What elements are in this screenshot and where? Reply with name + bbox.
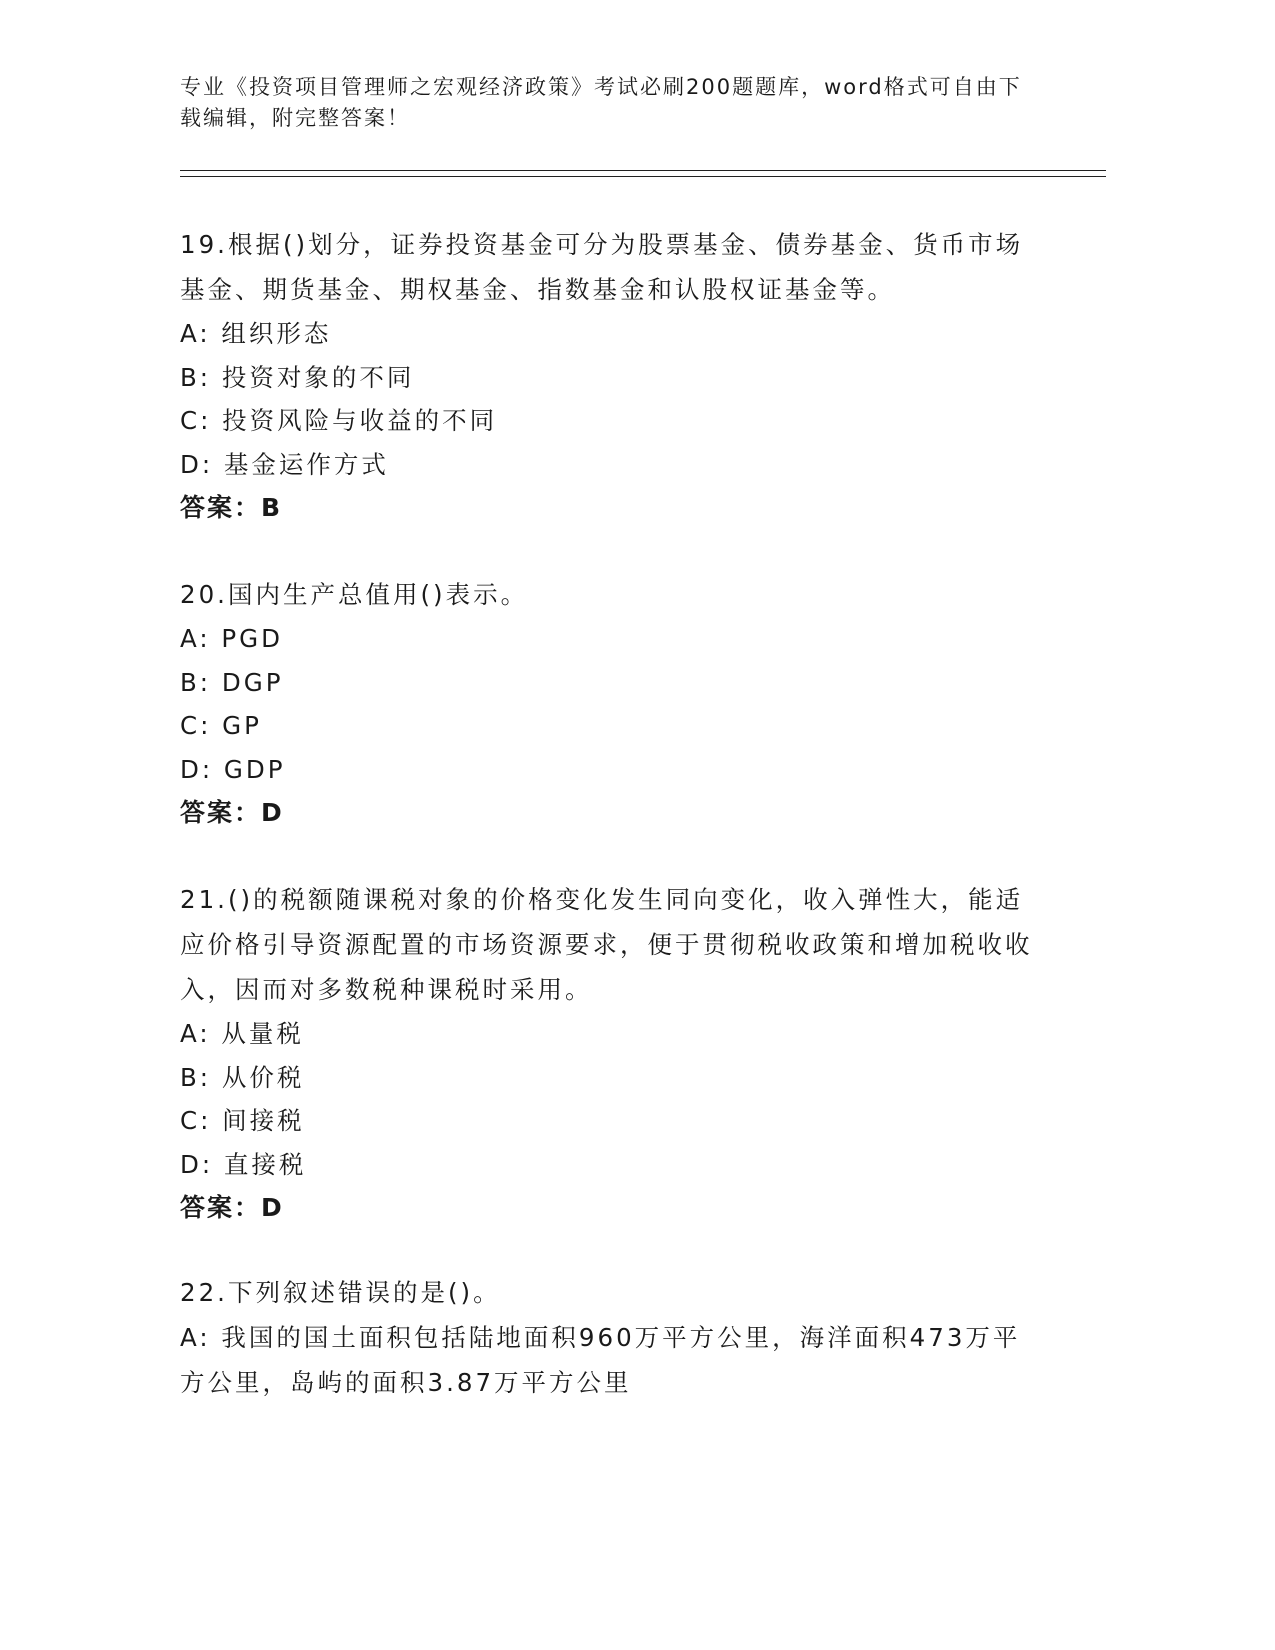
- option-d: [180, 443, 1040, 487]
- option-text: DGP: [221, 667, 284, 697]
- option-d: [180, 1143, 1040, 1187]
- option-text: 基金运作方式: [223, 449, 389, 479]
- option-text: 投资对象的不同: [221, 362, 415, 392]
- option-text: 直接税: [223, 1149, 307, 1179]
- header-divider-top: [180, 170, 1106, 171]
- option-text: 间接税: [222, 1106, 305, 1135]
- question-20: [180, 572, 1040, 835]
- option-b: [180, 356, 1040, 400]
- option-text: 投资风险与收益的不同: [222, 406, 498, 435]
- option-label: A:: [180, 624, 211, 653]
- question-stem: 21.()的税额随课税对象的价格变化发生同向变化，收入弹性大，能适应价格引导资源配置的市场资源要求，便于贯彻税收政策和增加税收收入，因而对多数税种课税时采用。: [180, 885, 1033, 1004]
- option-label: C:: [180, 1106, 212, 1135]
- option-c: [180, 399, 1040, 443]
- option-label: C:: [180, 711, 212, 740]
- option-label: D:: [180, 754, 214, 784]
- option-label: A:: [180, 1323, 211, 1352]
- option-a: [180, 617, 1040, 661]
- option-b: [180, 1056, 1040, 1100]
- option-text: GP: [222, 711, 262, 740]
- option-a: [180, 1012, 1040, 1056]
- option-c: [180, 704, 1040, 748]
- option-c: [180, 1099, 1040, 1143]
- question-19: [180, 222, 1040, 530]
- option-a: [180, 1315, 1040, 1405]
- question-stem: 20.国内生产总值用()表示。: [180, 580, 529, 609]
- option-text: 组织形态: [221, 319, 332, 348]
- option-label: A:: [180, 319, 211, 348]
- answer-line: 答案：B: [180, 493, 283, 522]
- question-stem: 19.根据()划分，证券投资基金可分为股票基金、债券基金、货币市场基金、期货基金、期权基金、指数基金和认股权证基金等。: [180, 230, 1024, 304]
- option-label: B:: [180, 667, 212, 697]
- option-text: 我国的国土面积包括陆地面积960万平方公里，海洋面积473万平方公里，岛屿的面积3.87万平方公里: [180, 1323, 1021, 1397]
- option-text: PGD: [221, 624, 284, 653]
- option-label: C:: [180, 406, 212, 435]
- option-text: 从价税: [221, 1062, 305, 1092]
- option-label: B:: [180, 1062, 212, 1092]
- option-label: D:: [180, 449, 214, 479]
- answer-line: 答案：D: [180, 1193, 284, 1222]
- question-21: [180, 877, 1040, 1230]
- question-stem: 22.下列叙述错误的是()。: [180, 1278, 501, 1307]
- question-22: [180, 1270, 1040, 1405]
- option-d: [180, 748, 1040, 792]
- option-text: GDP: [223, 754, 286, 784]
- option-label: A:: [180, 1019, 211, 1048]
- header-divider-bottom: [180, 176, 1106, 177]
- option-text: 从量税: [221, 1019, 304, 1048]
- document-header: [180, 72, 1040, 134]
- header-title: 专业《投资项目管理师之宏观经济政策》考试必刷200题题库，word格式可自由下载编辑，附完整答案！: [180, 75, 1022, 130]
- option-b: [180, 661, 1040, 705]
- option-a: [180, 312, 1040, 356]
- option-label: D:: [180, 1149, 214, 1179]
- answer-line: 答案：D: [180, 798, 284, 827]
- option-label: B:: [180, 362, 212, 392]
